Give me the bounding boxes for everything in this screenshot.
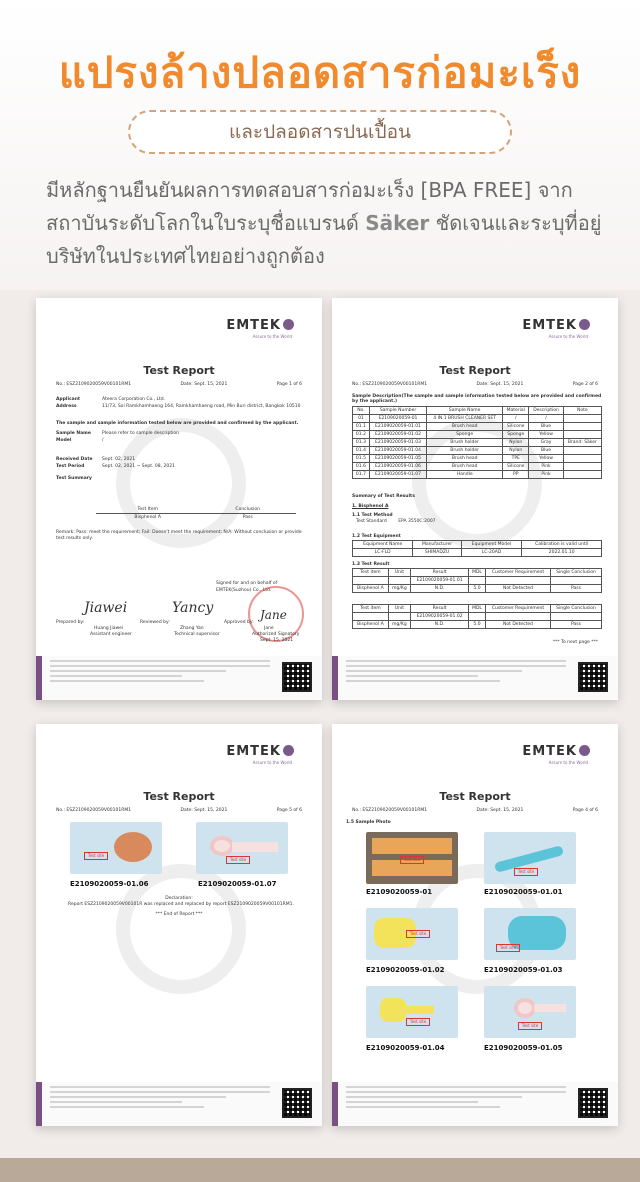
emtek-logo bbox=[522, 744, 590, 759]
report-footer bbox=[36, 1082, 322, 1126]
table-cell: Single Conclusion bbox=[551, 569, 602, 577]
table-row bbox=[353, 415, 602, 423]
table-cell: 4 IN 1 BRUSH CLEANER SET bbox=[427, 415, 503, 423]
table-row bbox=[353, 431, 602, 439]
prepared-name: Huang Jiawei bbox=[94, 626, 124, 631]
report-footer bbox=[36, 656, 322, 700]
logo-check-icon bbox=[579, 745, 590, 756]
report-date: Date: Sept. 15, 2021 bbox=[180, 382, 228, 387]
logo-tagline: Assure to the World bbox=[548, 334, 588, 339]
table-cell: Brush holder bbox=[427, 447, 503, 455]
table-cell: Nylon bbox=[503, 439, 529, 447]
table-cell: Equipment Model bbox=[461, 541, 522, 549]
table-cell: 01.2 bbox=[353, 431, 370, 439]
table-cell bbox=[353, 613, 389, 621]
prepared-signature: Jiawei bbox=[84, 600, 128, 616]
table-cell: Sponge bbox=[503, 431, 529, 439]
bottom-strip bbox=[0, 1158, 640, 1182]
report-number: No.: ESZ2109020059V00101RM1 bbox=[56, 808, 132, 813]
report-footer bbox=[332, 1082, 618, 1126]
test-site-label: Test site bbox=[400, 856, 424, 864]
photo-caption: E2109020059-01.04 bbox=[366, 1044, 445, 1052]
table-cell: 5.0 bbox=[469, 621, 486, 629]
photo-caption: E2109020059-01.03 bbox=[484, 966, 563, 974]
table-cell: E2109020059-01.04 bbox=[369, 447, 426, 455]
table-cell: 01.4 bbox=[353, 447, 370, 455]
table-cell: Bisphenol A bbox=[353, 585, 389, 593]
approved-name: Jane bbox=[264, 626, 274, 631]
bpa-heading: 1. Bisphenol A bbox=[352, 504, 389, 509]
table-cell bbox=[563, 471, 601, 479]
table-cell: Handle bbox=[427, 471, 503, 479]
report-header-line bbox=[352, 808, 598, 813]
table-cell bbox=[551, 613, 602, 621]
table-row bbox=[353, 549, 602, 557]
table-cell: Result bbox=[411, 569, 469, 577]
sample-value: Please refer to sample description bbox=[102, 431, 179, 436]
report-title: Test Report bbox=[143, 364, 215, 377]
table-cell: Sample Name bbox=[427, 407, 503, 415]
page-number: Page 1 of 6 bbox=[276, 382, 302, 387]
approved-date: Sept. 15, 2021 bbox=[260, 638, 294, 643]
report-footer bbox=[332, 656, 618, 700]
summary-title: Summary of Test Results bbox=[352, 494, 415, 499]
table-cell bbox=[485, 613, 550, 621]
table-cell: Blue bbox=[529, 447, 563, 455]
result-table-1 bbox=[352, 568, 602, 593]
photo-caption: E2109020059-01.07 bbox=[198, 880, 277, 888]
table-cell bbox=[563, 463, 601, 471]
table-cell: 01.7 bbox=[353, 471, 370, 479]
table-cell: Sample Number bbox=[369, 407, 426, 415]
qr-code bbox=[578, 1088, 608, 1118]
photo-caption: E2109020059-01.01 bbox=[484, 888, 563, 896]
sample-photo-brush-head bbox=[484, 832, 576, 884]
sample-photo-set bbox=[366, 832, 458, 884]
applicant-label: Applicant bbox=[56, 397, 81, 402]
reviewed-signature: Yancy bbox=[172, 600, 214, 616]
table-row bbox=[353, 455, 602, 463]
table-cell: LC-FLD bbox=[353, 549, 413, 557]
table-cell: 01.3 bbox=[353, 439, 370, 447]
table-cell: mg/Kg bbox=[388, 621, 410, 629]
table-header-row bbox=[353, 569, 602, 577]
table-cell: / bbox=[529, 415, 563, 423]
table-cell: / bbox=[503, 415, 529, 423]
test-site-label: Test site bbox=[518, 1022, 542, 1030]
report-page-1 bbox=[36, 298, 322, 700]
summary-item: Bisphenol A bbox=[134, 515, 161, 520]
test-site-label: Test site bbox=[84, 852, 108, 860]
emtek-logo bbox=[522, 318, 590, 333]
period-value: Sept. 02, 2021 ~ Sept. 08, 2021 bbox=[102, 464, 175, 469]
sample-description-title: Sample Description(The sample and sample information tested below are provided and confirmed by the applicant.) bbox=[352, 394, 602, 404]
table-cell bbox=[563, 431, 601, 439]
table-cell: Not Detected bbox=[485, 585, 550, 593]
table-cell: Silicone bbox=[503, 463, 529, 471]
table-cell: 01.6 bbox=[353, 463, 370, 471]
table-cell: Brush head bbox=[427, 423, 503, 431]
brush-head-shape bbox=[114, 832, 152, 862]
test-site-label: Test site bbox=[496, 944, 520, 952]
table-cell: Bisphenol A bbox=[353, 621, 389, 629]
table-cell bbox=[388, 577, 410, 585]
logo-text: EMTEK bbox=[522, 744, 577, 759]
table-cell bbox=[551, 577, 602, 585]
photo-caption: E2109020059-01 bbox=[366, 888, 433, 896]
qr-code bbox=[282, 662, 312, 692]
page-number: Page 4 of 6 bbox=[572, 808, 598, 813]
table-cell: Test item bbox=[353, 605, 389, 613]
reviewed-by-label: Reviewed by: bbox=[140, 620, 170, 625]
table-cell: 2022.01.10 bbox=[522, 549, 602, 557]
summary-table bbox=[96, 506, 296, 521]
table-cell: Sponge bbox=[427, 431, 503, 439]
table-cell: Material bbox=[503, 407, 529, 415]
prepared-role: Assistant engineer bbox=[90, 632, 132, 637]
address-value: 11/73, Soi Ramkhamhaeng 164, Ramkhamhaeng road, Min Buri district, Bangkok 10510 bbox=[102, 404, 301, 409]
table-cell: Note bbox=[563, 407, 601, 415]
table-cell: E2109020059-01.01 bbox=[411, 577, 469, 585]
page-number: Page 5 of 6 bbox=[276, 808, 302, 813]
sample-photo-handle bbox=[484, 986, 576, 1038]
table-cell: E2109020059-01.06 bbox=[369, 463, 426, 471]
table-cell: Not Detected bbox=[485, 621, 550, 629]
end-of-report: *** End of Report *** bbox=[155, 912, 203, 917]
test-site-label: Test site bbox=[406, 1018, 430, 1026]
table-header-row bbox=[353, 407, 602, 415]
declaration-text: Report ESZ2109020059V00101R was replaced and replaced by report ESZ2109020059V00101RM1. bbox=[68, 902, 294, 907]
test-site-label: Test site bbox=[226, 856, 250, 864]
sample-photo-tpe-head bbox=[366, 986, 458, 1038]
handle-shape bbox=[210, 836, 234, 856]
summary-label: Test Summary bbox=[56, 476, 92, 481]
photo-caption: E2109020059-01.06 bbox=[70, 880, 149, 888]
table-cell: Yellow bbox=[529, 455, 563, 463]
logo-tagline: Assure to the World bbox=[252, 334, 292, 339]
table-cell: Manufacturer bbox=[413, 541, 461, 549]
table-cell: MDL bbox=[469, 569, 486, 577]
table-cell: Equipment Name bbox=[353, 541, 413, 549]
table-cell: E2109020059-01.03 bbox=[369, 439, 426, 447]
table-subheader-row bbox=[353, 613, 602, 621]
applicant-note: The sample and sample information tested below are provided and confirmed by the applicant. bbox=[56, 421, 299, 426]
table-cell: E2109020059-01.02 bbox=[411, 613, 469, 621]
logo-tagline: Assure to the World bbox=[548, 760, 588, 765]
report-page-2 bbox=[332, 298, 618, 700]
qr-code bbox=[282, 1088, 312, 1118]
table-cell: 01.1 bbox=[353, 423, 370, 431]
table-cell bbox=[485, 577, 550, 585]
table-cell bbox=[563, 455, 601, 463]
approved-signature: Jane bbox=[260, 608, 287, 622]
table-row bbox=[353, 463, 602, 471]
table-cell: E2109020059-01.02 bbox=[369, 431, 426, 439]
test-site-label: Test site bbox=[406, 930, 430, 938]
sample-photo-brush bbox=[70, 822, 162, 874]
table-cell: Pass bbox=[551, 585, 602, 593]
next-page-note: *** To next page *** bbox=[552, 640, 598, 645]
subtitle-pill: และปลอดสารปนเปื้อน bbox=[128, 110, 512, 154]
table-cell bbox=[469, 577, 486, 585]
sample-photo-sponge bbox=[366, 908, 458, 960]
description-paragraph bbox=[46, 174, 606, 273]
table-cell: Customer Requirement bbox=[485, 569, 550, 577]
report-date: Date: Sept. 15, 2021 bbox=[476, 382, 524, 387]
method-title: 1.1 Test Method bbox=[352, 513, 393, 518]
table-cell: Pass bbox=[551, 621, 602, 629]
table-cell: E2109020059-01.01 bbox=[369, 423, 426, 431]
sample-photo-holder bbox=[484, 908, 576, 960]
address-label: Address bbox=[56, 404, 77, 409]
table-cell: E2109020059-01.07 bbox=[369, 471, 426, 479]
method-value: Test Standard EPA 3550C:2007 bbox=[356, 519, 436, 524]
model-label: Model bbox=[56, 438, 72, 443]
table-cell: Brush holder bbox=[427, 439, 503, 447]
report-number: No.: ESZ2109020059V00101RM1 bbox=[352, 808, 428, 813]
table-cell: Gray bbox=[529, 439, 563, 447]
table-row bbox=[353, 471, 602, 479]
table-row bbox=[353, 423, 602, 431]
report-title: Test Report bbox=[439, 364, 511, 377]
sample-photo-handle bbox=[196, 822, 288, 874]
table-cell: Brush head bbox=[427, 463, 503, 471]
approved-role: Authorized Signatory bbox=[252, 632, 300, 637]
table-cell: E2109020059-01 bbox=[369, 415, 426, 423]
signed-text: Signed for and on behalf of bbox=[216, 581, 278, 586]
applicant-value: Ateera Corporation Co., Ltd. bbox=[102, 397, 166, 402]
table-cell: No. bbox=[353, 407, 370, 415]
result-title: 1.3 Test Result bbox=[352, 562, 390, 567]
applicant-block bbox=[56, 396, 306, 482]
logo-text: EMTEK bbox=[226, 744, 281, 759]
prepared-by-label: Prepared by: bbox=[56, 620, 85, 625]
table-cell bbox=[353, 577, 389, 585]
table-cell: Single Conclusion bbox=[551, 605, 602, 613]
table-subheader-row bbox=[353, 577, 602, 585]
table-cell: Customer Requirement bbox=[485, 605, 550, 613]
logo-check-icon bbox=[579, 319, 590, 330]
report-page-4 bbox=[332, 724, 618, 1126]
sample-description-table bbox=[352, 406, 602, 479]
paragraph-part2: ชัดเจนและระบุที่อยู่บริษัทในประเทศไทยอย่างถูกต้อง bbox=[46, 211, 602, 268]
logo-check-icon bbox=[283, 319, 294, 330]
table-cell: E2109020059-01.05 bbox=[369, 455, 426, 463]
logo-check-icon bbox=[283, 745, 294, 756]
table-cell: LC-20AD bbox=[461, 549, 522, 557]
table-cell: Nylon bbox=[503, 447, 529, 455]
period-label: Test Period bbox=[56, 464, 85, 469]
table-row bbox=[353, 439, 602, 447]
table-cell: 5.0 bbox=[469, 585, 486, 593]
approved-by-label: Approved by: bbox=[224, 620, 254, 625]
table-cell: MDL bbox=[469, 605, 486, 613]
table-cell: Blue bbox=[529, 423, 563, 431]
emtek-logo bbox=[226, 318, 294, 333]
table-row bbox=[353, 621, 602, 629]
table-cell: Result bbox=[411, 605, 469, 613]
table-cell bbox=[563, 415, 601, 423]
logo-text: EMTEK bbox=[226, 318, 281, 333]
sample-photo-section: 1.5 Sample Photo bbox=[346, 820, 391, 825]
table-cell: Brand: Säker bbox=[563, 439, 601, 447]
photo-caption: E2109020059-01.02 bbox=[366, 966, 445, 974]
table-cell: Description bbox=[529, 407, 563, 415]
report-number: No.: ESZ2109020059V00101RM1 bbox=[56, 382, 132, 387]
table-row bbox=[353, 585, 602, 593]
table-cell: PP bbox=[503, 471, 529, 479]
table-cell bbox=[563, 423, 601, 431]
table-cell: Calibration is valid until bbox=[522, 541, 602, 549]
brand-name: Säker bbox=[365, 211, 430, 235]
table-cell: Brush head bbox=[427, 455, 503, 463]
received-value: Sept. 02, 2021 bbox=[102, 457, 136, 462]
reviewed-name: Zhang Yan bbox=[180, 626, 204, 631]
table-cell: Unit bbox=[388, 605, 410, 613]
logo-text: EMTEK bbox=[522, 318, 577, 333]
photo-caption: E2109020059-01.05 bbox=[484, 1044, 563, 1052]
table-cell: Yellow bbox=[529, 431, 563, 439]
table-cell: N.D. bbox=[411, 585, 469, 593]
table-cell: 01 bbox=[353, 415, 370, 423]
table-cell: Pink bbox=[529, 463, 563, 471]
equipment-title: 1.2 Test Equipment bbox=[352, 534, 401, 539]
report-title: Test Report bbox=[439, 790, 511, 803]
report-date: Date: Sept. 15, 2021 bbox=[476, 808, 524, 813]
table-cell: Pink bbox=[529, 471, 563, 479]
table-cell: mg/Kg bbox=[388, 585, 410, 593]
emtek-logo bbox=[226, 744, 294, 759]
equipment-table bbox=[352, 540, 602, 557]
report-header-line bbox=[56, 808, 302, 813]
page-number: Page 2 of 6 bbox=[572, 382, 598, 387]
table-cell: 01.5 bbox=[353, 455, 370, 463]
summary-conclusion-header: Conclusion bbox=[199, 506, 296, 514]
signed-company: EMTEK(Suzhou) Co., Ltd. bbox=[216, 588, 272, 593]
page-title: แปรงล้างปลอดสารก่อมะเร็ง bbox=[58, 48, 582, 97]
summary-conclusion: Pass bbox=[242, 515, 253, 520]
table-cell: Unit bbox=[388, 569, 410, 577]
table-header-row bbox=[353, 541, 602, 549]
report-title: Test Report bbox=[143, 790, 215, 803]
report-header-line bbox=[352, 382, 598, 387]
received-label: Received Date bbox=[56, 457, 93, 462]
table-cell: Silicone bbox=[503, 423, 529, 431]
report-page-5 bbox=[36, 724, 322, 1126]
table-cell bbox=[469, 613, 486, 621]
model-value: / bbox=[102, 438, 104, 443]
qr-code bbox=[578, 662, 608, 692]
logo-tagline: Assure to the World bbox=[252, 760, 292, 765]
report-header-line bbox=[56, 382, 302, 387]
report-date: Date: Sept. 15, 2021 bbox=[180, 808, 228, 813]
report-number: No.: ESZ2109020059V00101RM1 bbox=[352, 382, 428, 387]
result-table-2 bbox=[352, 604, 602, 629]
test-site-label: Test site bbox=[514, 868, 538, 876]
table-cell: N.D. bbox=[411, 621, 469, 629]
sample-label: Sample Name bbox=[56, 431, 91, 436]
declaration-label: Declaration: bbox=[165, 896, 193, 901]
table-header-row bbox=[353, 605, 602, 613]
table-cell: SHIMADZU bbox=[413, 549, 461, 557]
paragraph-part1: มีหลักฐานยืนยันผลการทดสอบสารก่อมะเร็ง [BPA FREE] จากสถาบันระดับโลกในใบระบุชื่อแบรนด์ bbox=[46, 178, 573, 235]
table-cell: TPE bbox=[503, 455, 529, 463]
table-cell: Test item bbox=[353, 569, 389, 577]
summary-item-header: Test Item bbox=[96, 506, 199, 514]
reviewed-role: Technical supervisor bbox=[174, 632, 220, 637]
table-cell bbox=[388, 613, 410, 621]
table-cell bbox=[563, 447, 601, 455]
table-row bbox=[353, 447, 602, 455]
remark-text: Remark: Pass: meet the requirement; Fail: Doesn't meet the requirement; N/A: Without conclusion or provide test results only. bbox=[56, 530, 302, 541]
